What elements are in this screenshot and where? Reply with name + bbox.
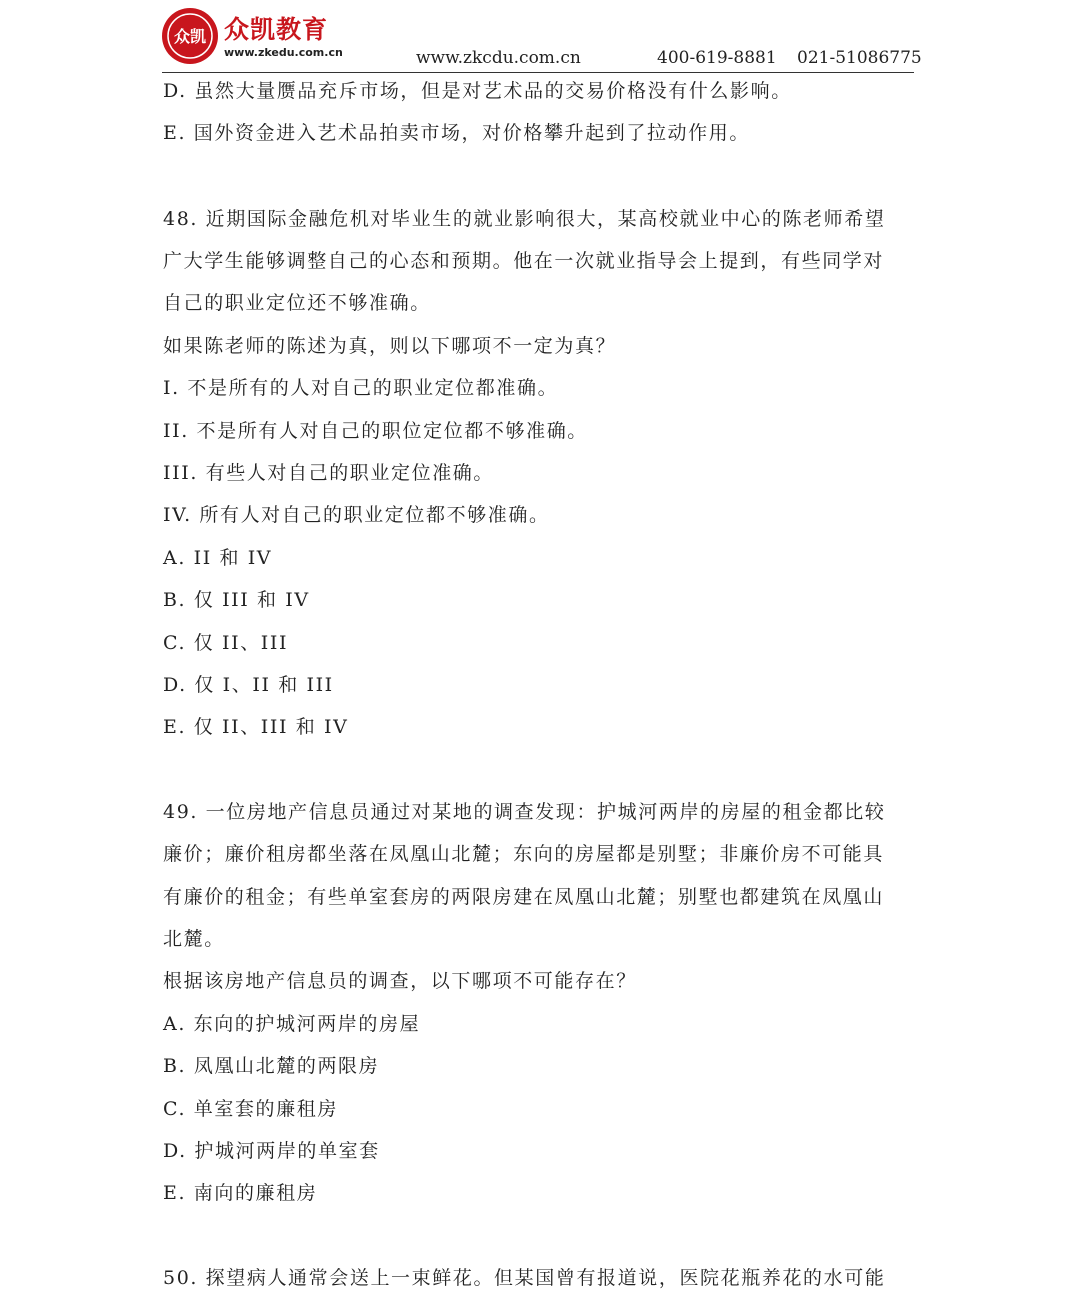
phone-number-1: 400-619-8881 xyxy=(657,48,777,68)
header-divider xyxy=(162,72,914,73)
q49-stem-line-2: 廉价；廉价租房都坐落在凤凰山北麓；东向的房屋都是别墅；非廉价房不可能具 xyxy=(163,843,885,865)
brand-name: 众凯教育 xyxy=(224,15,329,44)
q49-prompt: 根据该房地产信息员的调查，以下哪项不可能存在？ xyxy=(163,970,637,992)
q48-stem-line-3: 自己的职业定位还不够准确。 xyxy=(163,292,431,314)
q49-option-e: E. 南向的廉租房 xyxy=(163,1182,318,1204)
q48-statement-1: I. 不是所有的人对自己的职业定位都准确。 xyxy=(163,377,559,399)
q48-statement-2: II. 不是所有人对自己的职位定位都不够准确。 xyxy=(163,420,588,442)
brand-url: www.zkedu.com.cn xyxy=(224,46,343,59)
q49-option-d: D. 护城河两岸的单室套 xyxy=(163,1140,380,1162)
website-link[interactable]: www.zkcdu.com.cn xyxy=(416,48,581,68)
logo-seal-icon xyxy=(160,6,220,66)
q49-stem-line-3: 有廉价的租金；有些单室套房的两限房建在凤凰山北麓；别墅也都建筑在凤凰山 xyxy=(163,886,885,908)
q48-statement-3: III. 有些人对自己的职业定位准确。 xyxy=(163,462,494,484)
q49-stem-line-4: 北麓。 xyxy=(163,928,225,950)
q49-stem-line-1: 49. 一位房地产信息员通过对某地的调查发现：护城河两岸的房屋的租金都比较 xyxy=(163,801,886,823)
q48-prompt: 如果陈老师的陈述为真，则以下哪项不一定为真？ xyxy=(163,335,617,357)
prev-option-d: D. 虽然大量赝品充斥市场，但是对艺术品的交易价格没有什么影响。 xyxy=(163,80,792,102)
q48-option-a: A. II 和 IV xyxy=(163,547,273,569)
q48-option-b: B. 仅 III 和 IV xyxy=(163,589,310,611)
page-header xyxy=(0,0,1080,80)
q48-stem-line-1: 48. 近期国际金融危机对毕业生的就业影响很大，某高校就业中心的陈老师希望 xyxy=(163,208,886,230)
q48-option-d: D. 仅 I、II 和 III xyxy=(163,674,334,696)
phone-number-2: 021-51086775 xyxy=(797,48,922,68)
q48-stem-line-2: 广大学生能够调整自己的心态和预期。他在一次就业指导会上提到，有些同学对 xyxy=(163,250,885,272)
q50-stem-line-1: 50. 探望病人通常会送上一束鲜花。但某国曾有报道说，医院花瓶养花的水可能 xyxy=(163,1267,886,1289)
q49-option-a: A. 东向的护城河两岸的房屋 xyxy=(163,1013,421,1035)
brand-logo xyxy=(160,6,343,66)
logo-mark-text: 众凯 xyxy=(173,27,207,46)
prev-option-e: E. 国外资金进入艺术品拍卖市场，对价格攀升起到了拉动作用。 xyxy=(163,122,750,144)
q48-option-c: C. 仅 II、III xyxy=(163,632,289,654)
q49-option-b: B. 凤凰山北麓的两限房 xyxy=(163,1055,380,1077)
q48-statement-4: IV. 所有人对自己的职业定位都不够准确。 xyxy=(163,504,550,526)
q49-option-c: C. 单室套的廉租房 xyxy=(163,1098,338,1120)
q48-option-e: E. 仅 II、III 和 IV xyxy=(163,716,349,738)
